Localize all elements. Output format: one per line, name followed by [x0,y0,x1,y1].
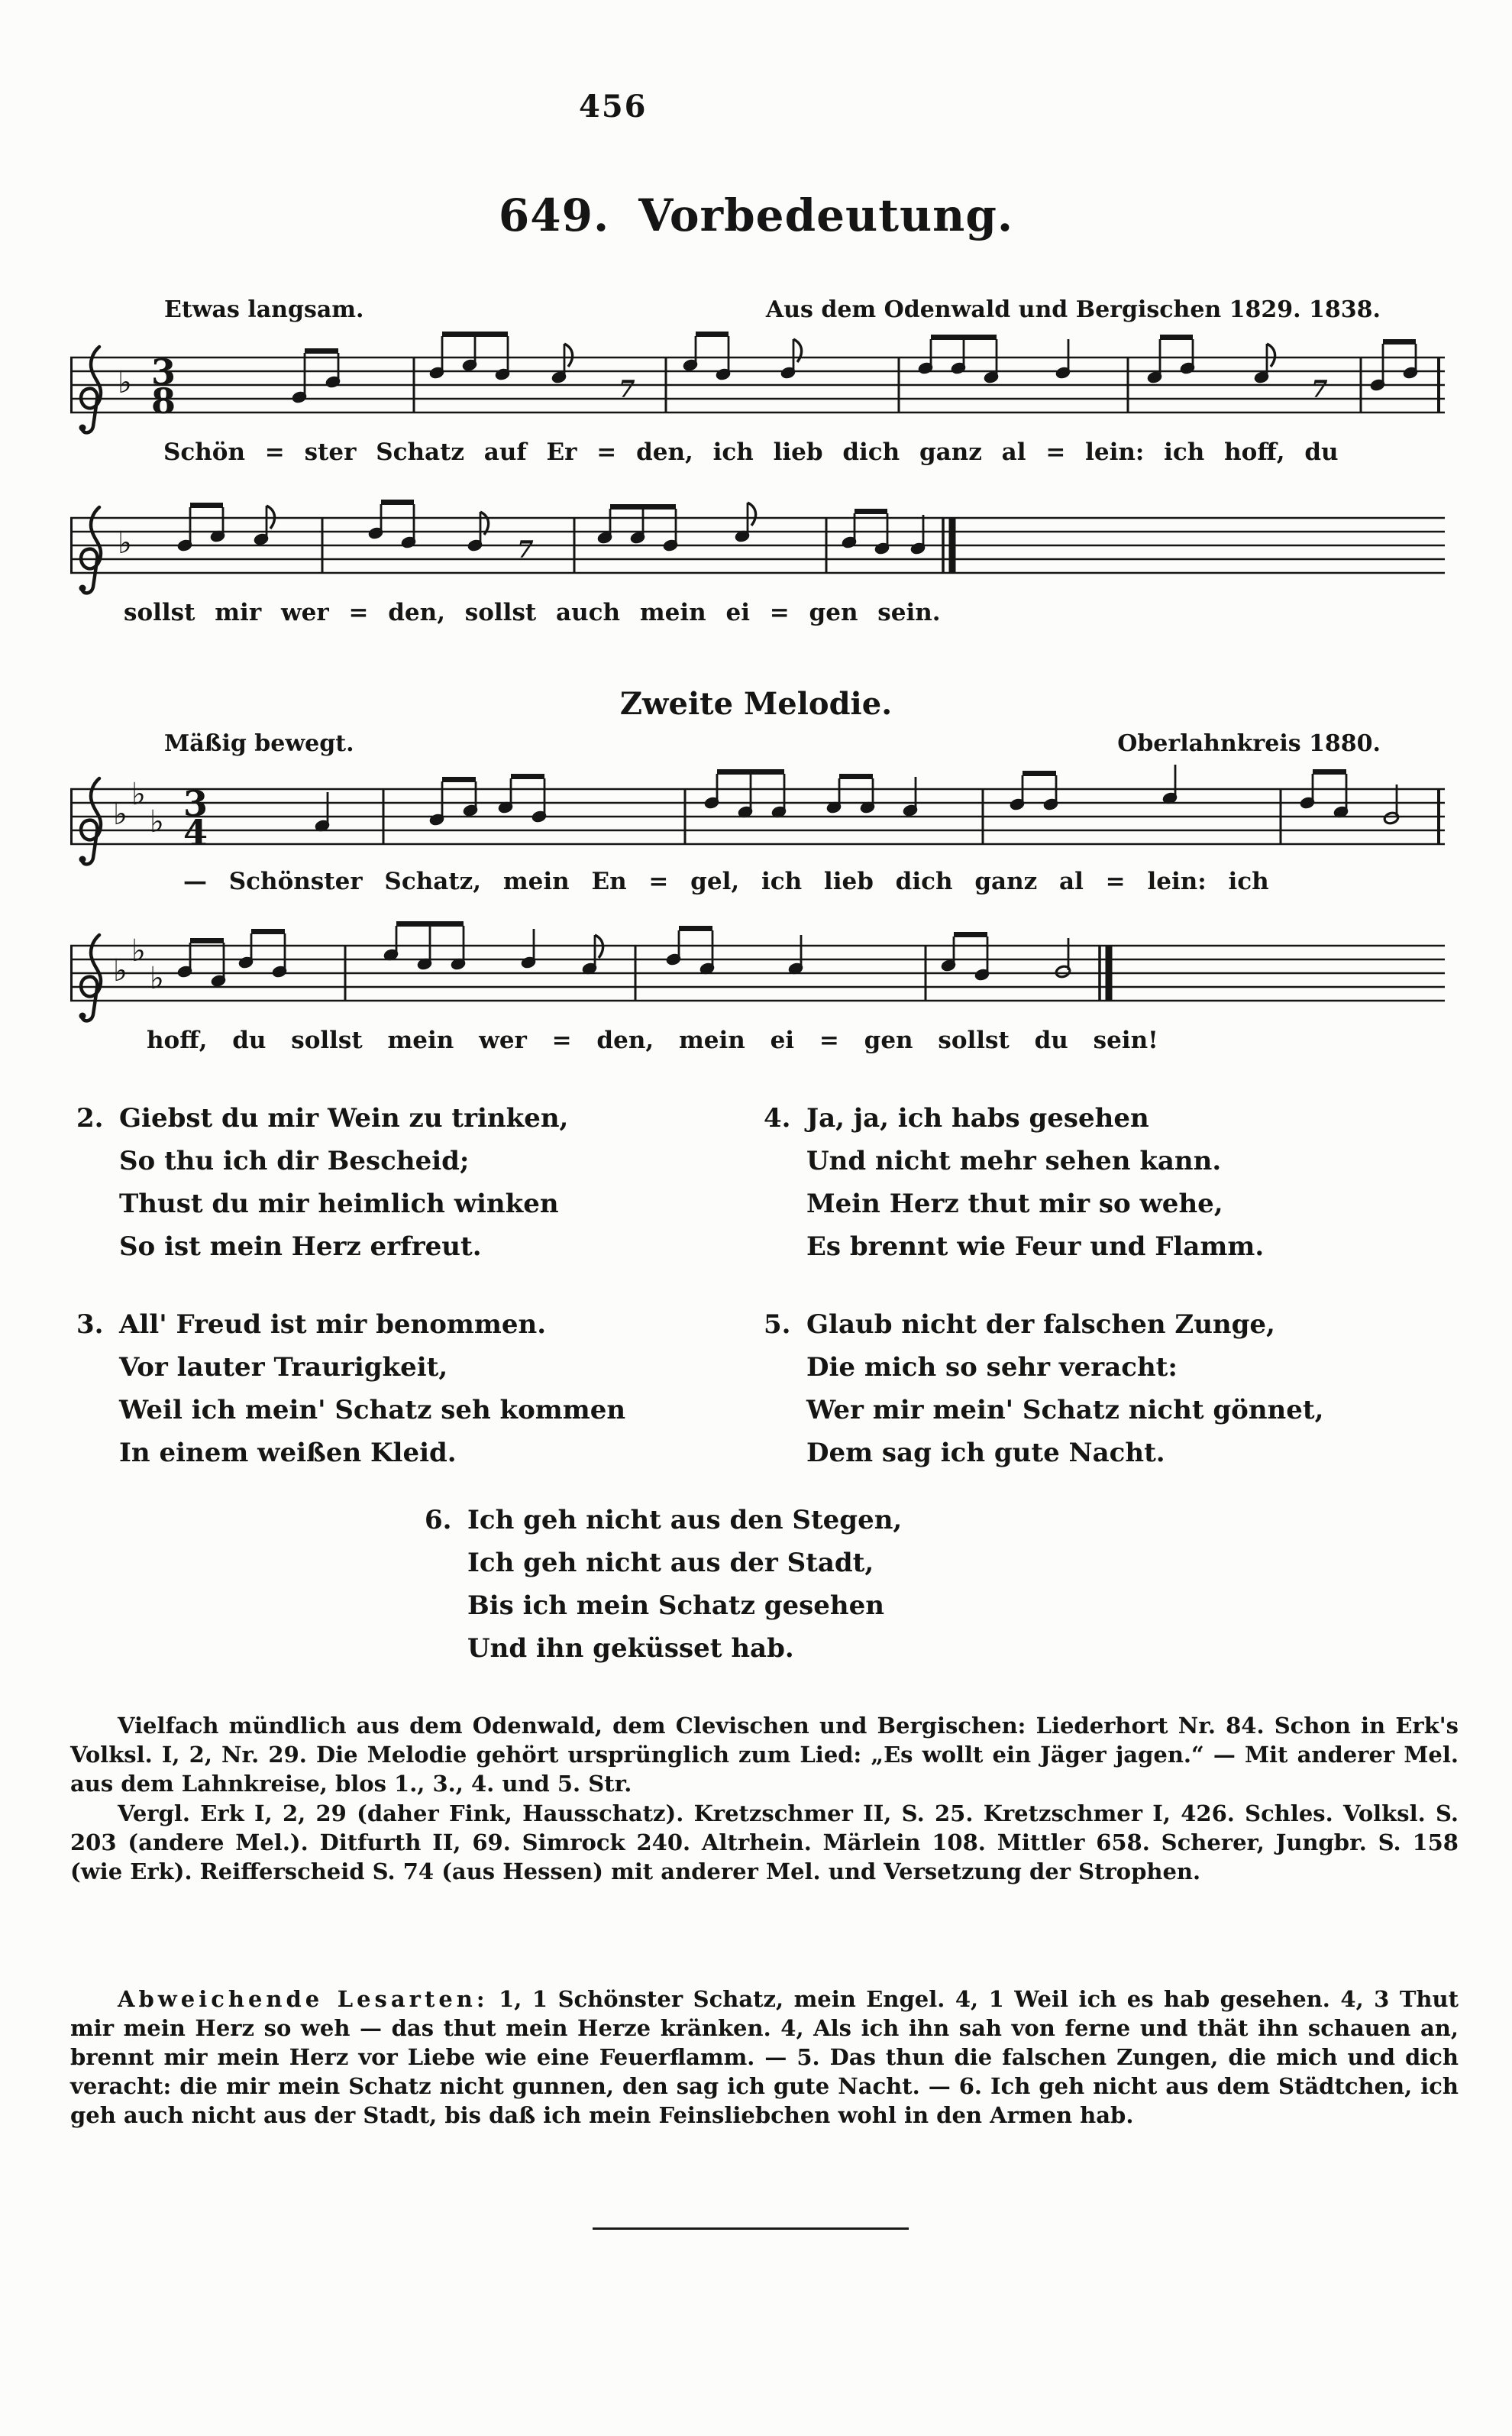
verse-text: Und ihn geküsset hab. [467,1633,794,1664]
melody2-staff-line1 [70,751,1445,877]
song-number: 649. [498,189,610,241]
song-title [0,189,1512,241]
song-name: Vorbedeutung. [638,189,1014,241]
verse-text: So ist mein Herz erfreut. [119,1231,482,1262]
verse-line [425,1542,902,1584]
verse-6 [425,1499,902,1670]
verse-line [764,1225,1264,1268]
melody1-lyrics-line2: sollst mir wer = den, sollst auch mein ei = gen sein. [124,599,941,626]
svg-text:4: 4 [183,812,208,853]
verse-line [764,1432,1323,1474]
verse-line [76,1389,625,1432]
verse-text: Glaub nicht der falschen Zunge, [806,1309,1275,1340]
verse-line [425,1627,902,1670]
source-note-1-text: Vielfach mündlich aus dem Odenwald, dem Clevischen und Bergischen: Liederhort Nr. 84. Schon in Erk's Volksl. I, 2, Nr. 29. Die Melodie gehört ursprünglich zum Lied: „Es wollt ein Jäger jagen.“ — Mit anderer Mel. aus dem Lahnkreise, blos 1., 3., 4. und 5. Str. [70,1713,1459,1797]
svg-text:♭: ♭ [150,960,164,996]
verse-line [76,1432,625,1474]
melody1-staff-line1 [70,319,1445,445]
verse-line [76,1346,625,1389]
verse-line [764,1097,1264,1140]
verse-3 [76,1303,625,1474]
melody2-source: Oberlahnkreis 1880. [1117,730,1381,757]
source-note-2 [70,1799,1459,1886]
svg-text:♭: ♭ [113,953,128,988]
verse-5 [764,1303,1323,1474]
verse-text: Vor lauter Traurigkeit, [119,1352,448,1383]
verse-text: Mein Herz thut mir so wehe, [806,1189,1223,1219]
svg-text:3: 3 [151,351,176,393]
verse-number: 4. [764,1103,791,1134]
verse-4 [764,1097,1264,1268]
variant-readings-lead: Abweichende Lesarten: [118,1986,489,2012]
verse-line [764,1346,1323,1389]
verse-text: Wer mir mein' Schatz nicht gönnet, [806,1395,1324,1425]
variant-readings-note [70,1985,1459,2130]
melody1-tempo: Etwas langsam. [164,296,364,323]
verse-text: Die mich so sehr veracht: [806,1352,1178,1383]
melody2-lyrics-line1: — Schönster Schatz, mein En = gel, ich lieb dich ganz al = lein: ich [183,868,1269,895]
end-rule [593,2227,909,2230]
variant-readings-text: 1, 1 Schönster Schatz, mein Engel. 4, 1 Weil ich es hab gesehen. 4, 3 Thut mir mein Herz so weh — das thut mein Herze kränken. 4, Als ich ihn sah von ferne und thät ihn schauen an, brennt mir mein Herz vor Liebe wie eine Feuerflamm. — 5. Das thun die falschen Zungen, die mich und dich veracht: die mir mein Schatz nicht gunnen, den sag ich gute Nacht. — 6. Ich geh nicht aus dem Städtchen, ich geh auch nicht aus der Stadt, bis daß ich mein Feinsliebchen wohl in den Armen hab. [70,1986,1459,2128]
verse-line [764,1303,1323,1346]
verse-text: Ich geh nicht aus der Stadt, [467,1548,874,1578]
verse-number: 6. [425,1505,452,1535]
verse-text: Ich geh nicht aus den Stegen, [467,1505,903,1535]
svg-text:7: 7 [517,536,534,564]
verse-text: Thust du mir heimlich winken [119,1189,559,1219]
verse-line [76,1182,568,1225]
verse-number: 3. [76,1309,104,1340]
verse-line [425,1499,902,1542]
verse-text: Giebst du mir Wein zu trinken, [119,1103,569,1134]
verse-line [76,1303,625,1346]
second-melody-heading: Zweite Melodie. [619,686,893,722]
verse-text: Weil ich mein' Schatz seh kommen [119,1395,626,1425]
verse-number: 2. [76,1103,104,1134]
verse-line [76,1097,568,1140]
verse-line [764,1140,1264,1182]
verse-line [76,1140,568,1182]
svg-text:7: 7 [619,376,635,403]
svg-text:♭: ♭ [150,804,164,839]
verse-text: In einem weißen Kleid. [119,1438,457,1468]
verse-line [76,1225,568,1268]
verse-line [764,1182,1264,1225]
page-number: 456 [579,89,648,125]
melody1-staff-line2 [70,480,1445,606]
melody2-tempo: Mäßig bewegt. [164,730,354,757]
verse-text: Bis ich mein Schatz gesehen [467,1590,884,1621]
melody1-source: Aus dem Odenwald und Bergischen 1829. 1838. [765,296,1381,323]
svg-text:♭: ♭ [118,525,132,561]
svg-text:3: 3 [183,783,208,824]
source-note-1 [70,1711,1459,1798]
verse-line [764,1389,1323,1432]
verse-text: Und nicht mehr sehen kann. [806,1146,1222,1176]
source-note-2-text: Vergl. Erk I, 2, 29 (daher Fink, Hausschatz). Kretzschmer II, S. 25. Kretzschmer I, 426. Schles. Volksl. S. 203 (andere Mel.). Ditfurth II, 69. Simrock 240. Altrhein. Märlein 108. Mittler 658. Scherer, Jungbr. S. 158 (wie Erk). Reifferscheid S. 74 (aus Hessen) mit anderer Mel. und Versetzung der Strophen. [70,1800,1459,1884]
verse-line [425,1584,902,1627]
melody1-lyrics-line1: Schön = ster Schatz auf Er = den, ich lieb dich ganz al = lein: ich hoff, du [163,438,1339,466]
svg-text:♭: ♭ [118,364,132,400]
melody2-staff-line2 [70,907,1445,1034]
verse-text: Es brennt wie Feur und Flamm. [806,1231,1265,1262]
svg-text:♭: ♭ [113,796,128,832]
svg-text:8: 8 [151,380,176,422]
svg-text:7: 7 [1311,376,1328,403]
svg-text:♭: ♭ [131,933,146,969]
verse-2 [76,1097,568,1268]
verse-text: All' Freud ist mir benommen. [119,1309,547,1340]
svg-text:♭: ♭ [131,776,146,812]
melody2-lyrics-line2: hoff, du sollst mein wer = den, mein ei = gen sollst du sein! [147,1027,1158,1054]
verse-text: Dem sag ich gute Nacht. [806,1438,1165,1468]
verse-number: 5. [764,1309,791,1340]
verse-text: Ja, ja, ich habs gesehen [806,1103,1149,1134]
verse-text: So thu ich dir Bescheid; [119,1146,470,1176]
